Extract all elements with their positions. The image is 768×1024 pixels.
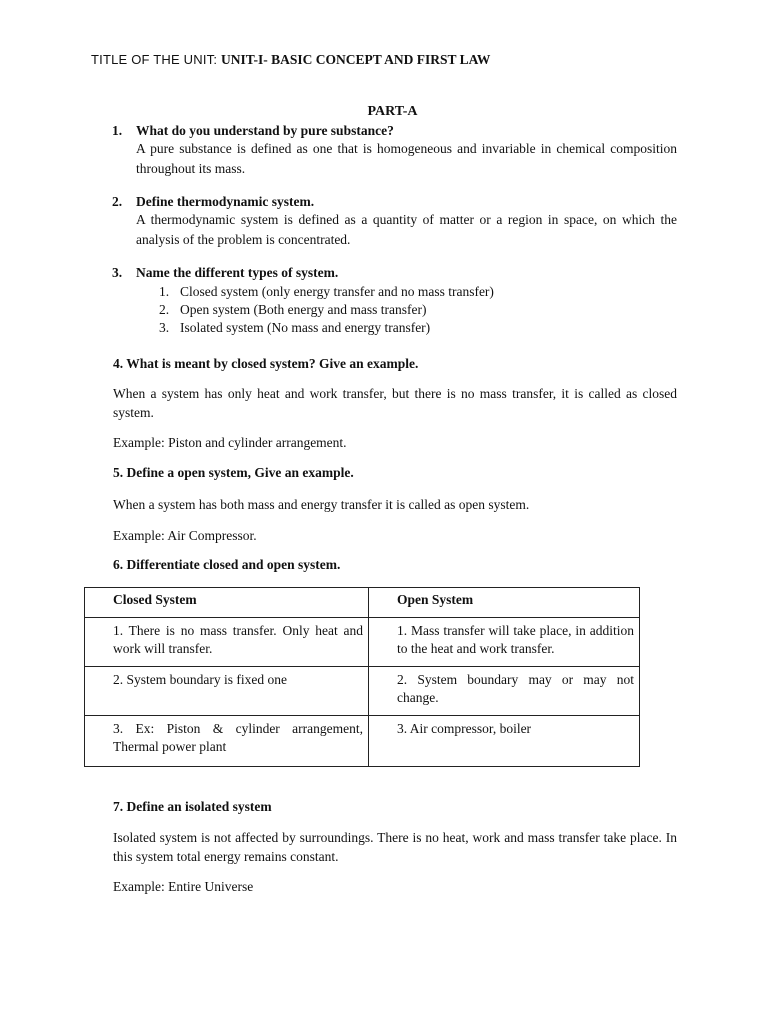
unit-title-prefix: TITLE OF THE UNIT: xyxy=(91,52,221,67)
question-1-text: What do you understand by pure substance? xyxy=(136,123,394,138)
table-cell: 2. System boundary is fixed one xyxy=(85,667,369,716)
question-3-text: Name the different types of system. xyxy=(136,265,339,280)
part-heading: PART-A xyxy=(367,104,418,119)
question-1-number: 1. xyxy=(112,123,123,138)
unit-title xyxy=(91,52,490,68)
unit-title-name: UNIT-I- BASIC CONCEPT AND FIRST LAW xyxy=(220,52,491,67)
answer-7: Isolated system is not affected by surroundings. There is no heat, work and mass transfer take place. In this system total energy remains constant. xyxy=(113,830,677,864)
example-5: Example: Air Compressor. xyxy=(113,528,257,543)
table-header-cell: Open System xyxy=(369,588,640,618)
answer-1: A pure substance is defined as one that is homogeneous and invariable in chemical composition throughout its mass. xyxy=(136,141,677,176)
table-header-cell: Closed System xyxy=(85,588,369,618)
table-row xyxy=(85,667,640,716)
question-4: 4. What is meant by closed system? Give an example. xyxy=(113,356,419,371)
question-2 xyxy=(112,194,314,210)
table-cell: 1. Mass transfer will take place, in addition to the heat and work transfer. xyxy=(369,618,640,667)
example-7: Example: Entire Universe xyxy=(113,879,254,894)
question-3 xyxy=(112,265,338,281)
system-type-item: 3. Isolated system (No mass and energy transfer) xyxy=(159,320,431,335)
system-type-item: 2. Open system (Both energy and mass transfer) xyxy=(159,302,427,317)
question-2-number: 2. xyxy=(112,194,123,209)
answer-5: When a system has both mass and energy transfer it is called as open system. xyxy=(113,497,530,512)
answer-4: When a system has only heat and work transfer, but there is no mass transfer, it is called as closed system. xyxy=(113,386,677,420)
question-6: 6. Differentiate closed and open system. xyxy=(113,557,341,572)
question-2-text: Define thermodynamic system. xyxy=(136,194,315,209)
comparison-table xyxy=(84,587,640,767)
answer-2: A thermodynamic system is defined as a quantity of matter or a region in space, on which the analysis of the problem is concentrated. xyxy=(136,212,677,247)
table-cell: 3. Air compressor, boiler xyxy=(369,716,640,767)
table-header-row xyxy=(85,588,640,618)
table-row xyxy=(85,716,640,767)
table-row xyxy=(85,618,640,667)
question-3-number: 3. xyxy=(112,265,123,280)
question-5: 5. Define a open system, Give an example. xyxy=(113,465,354,480)
question-7: 7. Define an isolated system xyxy=(113,799,272,814)
system-type-item: 1. Closed system (only energy transfer and no mass transfer) xyxy=(159,284,494,299)
table-cell: 2. System boundary may or may not change. xyxy=(369,667,640,716)
example-4: Example: Piston and cylinder arrangement. xyxy=(113,435,347,450)
question-1 xyxy=(112,123,394,139)
table-cell: 3. Ex: Piston & cylinder arrangement, Thermal power plant xyxy=(85,716,369,767)
table-cell: 1. There is no mass transfer. Only heat and work will transfer. xyxy=(85,618,369,667)
